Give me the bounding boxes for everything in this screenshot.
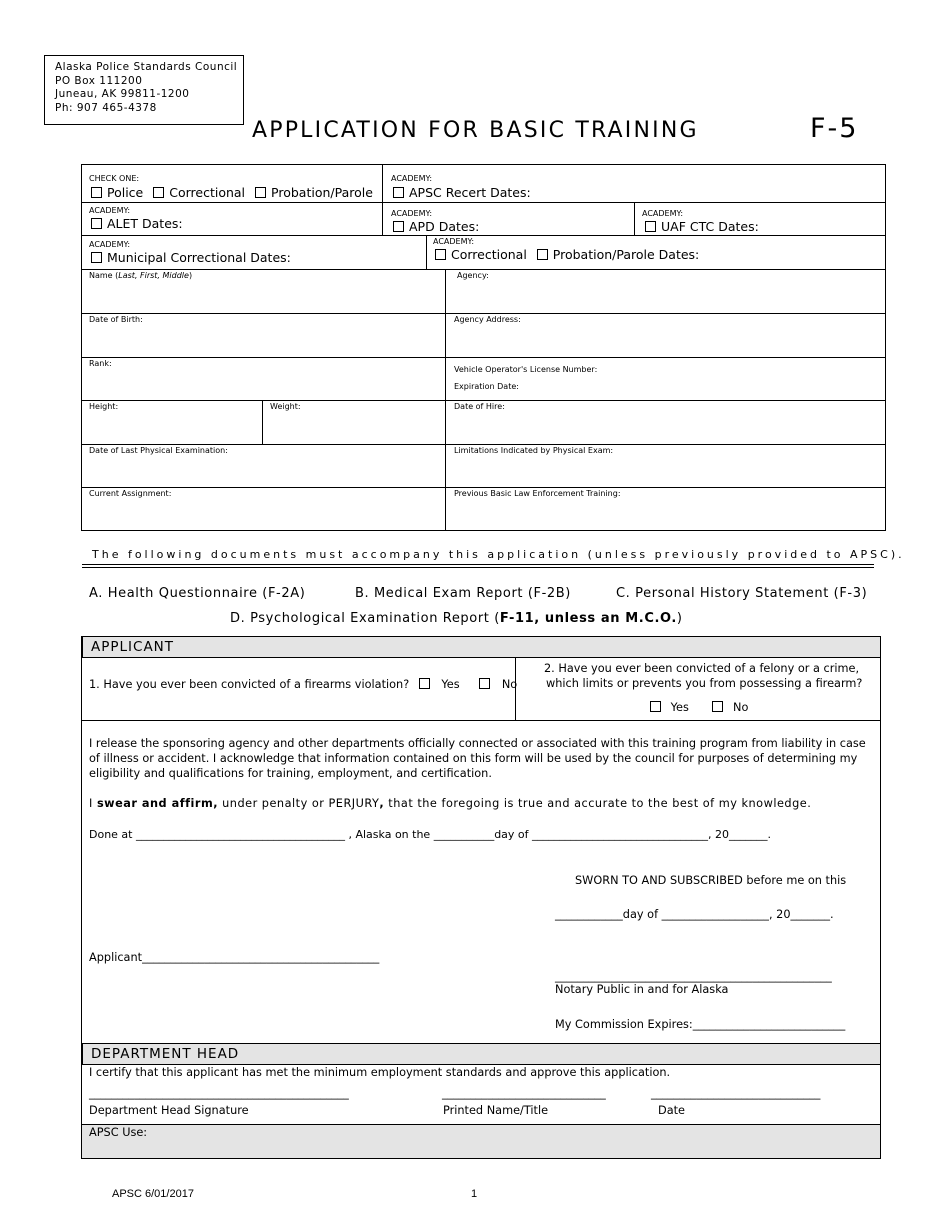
row-divider (81, 400, 886, 401)
uaf-ctc-option (645, 219, 759, 234)
rank-label: Rank: (89, 359, 112, 368)
divider (426, 235, 427, 270)
footer-revision: APSC 6/01/2017 (112, 1188, 194, 1200)
q2-no-checkbox[interactable] (712, 701, 723, 712)
probation-parole-dates-label: Probation/Parole Dates: (552, 247, 700, 262)
name-label: Name (Last, First, Middle) (89, 271, 193, 280)
signature-line: ______________________________________________ (89, 1087, 349, 1100)
form-number: F-5 (810, 113, 859, 144)
correctional-academy-label: Correctional (451, 247, 527, 262)
council-address-box (44, 55, 244, 125)
check-one-label: CHECK ONE: (89, 174, 140, 183)
date-line: ______________________________ (651, 1087, 821, 1100)
department-head-header: DEPARTMENT HEAD (82, 1043, 881, 1065)
check-one-options (91, 185, 379, 200)
academy-label: ACADEMY: (642, 209, 684, 218)
weight-label: Weight: (270, 402, 301, 411)
release-paragraph: I release the sponsoring agency and other departments officially connected or associated with this training program from liability in case of illness or accident. I acknowledge that information contained on this form will be used by the council for purposes of determining my eligibility and qualifications for training, employment, and certification. (89, 737, 866, 780)
apsc-recert-checkbox[interactable] (393, 187, 404, 198)
last-physical-label: Date of Last Physical Examination: (89, 446, 228, 455)
apd-checkbox[interactable] (393, 221, 404, 232)
printed-name-label: Printed Name/Title (443, 1104, 549, 1117)
address-line: Alaska Police Standards Council (55, 61, 238, 73)
address-line: Ph: 907 465-4378 (55, 101, 157, 114)
apsc-recert-label: APSC Recert Dates: (409, 185, 531, 200)
expiration-label: Expiration Date: (454, 382, 519, 391)
apsc-use-box (81, 1124, 881, 1159)
double-rule-bottom (82, 567, 874, 568)
academy-label: ACADEMY: (89, 240, 131, 249)
probation-parole-academy-checkbox[interactable] (537, 249, 548, 260)
row-divider (81, 487, 886, 488)
q1-no-label: No (501, 678, 518, 691)
agency-address-label: Agency Address: (454, 315, 521, 324)
municipal-correctional-checkbox[interactable] (91, 252, 102, 263)
doc-c: C. Personal History Statement (F-3) (616, 586, 868, 601)
applicant-signature-line: Applicant__________________________________________ (89, 951, 380, 964)
date-of-hire-label: Date of Hire: (454, 402, 505, 411)
q2-yes-label: Yes (670, 701, 689, 714)
police-label: Police (107, 185, 144, 200)
printed-name-line: _____________________________ (442, 1087, 606, 1100)
academy-label: ACADEMY: (391, 174, 433, 183)
probation-parole-label: Probation/Parole (271, 185, 373, 200)
page-number: 1 (471, 1188, 478, 1200)
double-rule-top (82, 564, 874, 565)
notary-label: Notary Public in and for Alaska (555, 983, 729, 996)
probation-parole-checkbox[interactable] (255, 187, 266, 198)
done-at-line: Done at ______________________________________ , Alaska on the ___________day of ________________________________, 20_______. (89, 828, 772, 841)
municipal-correctional-label: Municipal Correctional Dates: (107, 250, 291, 265)
current-assignment-label: Current Assignment: (89, 489, 172, 498)
correctional-checkbox[interactable] (153, 187, 164, 198)
notary-signature-line: _________________________________________________ (555, 970, 832, 983)
commission-expires-line: My Commission Expires:___________________________ (555, 1018, 846, 1031)
applicant-header: APPLICANT (82, 636, 881, 658)
apd-label: APD Dates: (409, 219, 480, 234)
apsc-recert-option (393, 185, 531, 200)
correctional-probation-option (435, 247, 699, 262)
academy-label: ACADEMY: (89, 206, 131, 215)
dob-label: Date of Birth: (89, 315, 143, 324)
agency-label: Agency: (457, 271, 489, 280)
alet-label: ALET Dates: (107, 216, 183, 231)
correctional-label: Correctional (169, 185, 246, 200)
certify-statement: I certify that this applicant has met the minimum employment standards and approve this application. (89, 1066, 671, 1079)
apsc-use-label: APSC Use: (89, 1126, 148, 1139)
page-title: APPLICATION FOR BASIC TRAINING (252, 118, 699, 143)
row-divider (81, 357, 886, 358)
alet-checkbox[interactable] (91, 218, 102, 229)
doc-a: A. Health Questionnaire (F-2A) (89, 586, 306, 601)
address-line: Juneau, AK 99811-1200 (55, 88, 190, 100)
correctional-academy-checkbox[interactable] (435, 249, 446, 260)
previous-training-label: Previous Basic Law Enforcement Training: (454, 489, 621, 498)
date-label: Date (658, 1104, 686, 1117)
question-2-answers (650, 701, 748, 714)
department-head-signature-label: Department Head Signature (89, 1104, 249, 1117)
documents-note: The following documents must accompany this application (unless previously provided to APSC). (92, 548, 905, 561)
row-divider (81, 444, 886, 445)
vehicle-license-label: Vehicle Operator's License Number: (454, 365, 598, 374)
uaf-ctc-label: UAF CTC Dates: (661, 219, 759, 234)
row-divider (81, 313, 886, 314)
height-label: Height: (89, 402, 119, 411)
academy-label: ACADEMY: (391, 209, 433, 218)
apd-option (393, 219, 479, 234)
q1-no-checkbox[interactable] (479, 678, 490, 689)
q1-yes-label: Yes (441, 678, 460, 691)
q2-yes-checkbox[interactable] (650, 701, 661, 712)
academy-label: ACADEMY: (433, 237, 475, 246)
column-divider (262, 400, 263, 444)
limitations-label: Limitations Indicated by Physical Exam: (454, 446, 614, 455)
question-1: 1. Have you ever been convicted of a firearms violation? Yes No (89, 678, 518, 691)
uaf-ctc-checkbox[interactable] (645, 221, 656, 232)
doc-d: D. Psychological Examination Report (F-11, unless an M.C.O.) (230, 611, 683, 626)
address-line: PO Box 111200 (55, 74, 143, 87)
alet-option (91, 216, 183, 231)
row-divider (81, 720, 881, 721)
question-2-line-1: 2. Have you ever been convicted of a felony or a crime, (544, 662, 860, 675)
sworn-statement: SWORN TO AND SUBSCRIBED before me on this (575, 874, 847, 887)
q1-yes-checkbox[interactable] (419, 678, 430, 689)
swear-statement: I swear and affirm, under penalty or PERJURY, that the foregoing is true and accurate to the best of my knowledge. (89, 797, 812, 810)
police-checkbox[interactable] (91, 187, 102, 198)
sworn-day-line: ____________day of ___________________, 20_______. (555, 908, 834, 921)
municipal-correctional-option (91, 250, 291, 265)
question-2-line-2: which limits or prevents you from possessing a firearm? (546, 677, 863, 690)
q2-no-label: No (733, 701, 749, 714)
doc-b: B. Medical Exam Report (F-2B) (355, 586, 571, 601)
